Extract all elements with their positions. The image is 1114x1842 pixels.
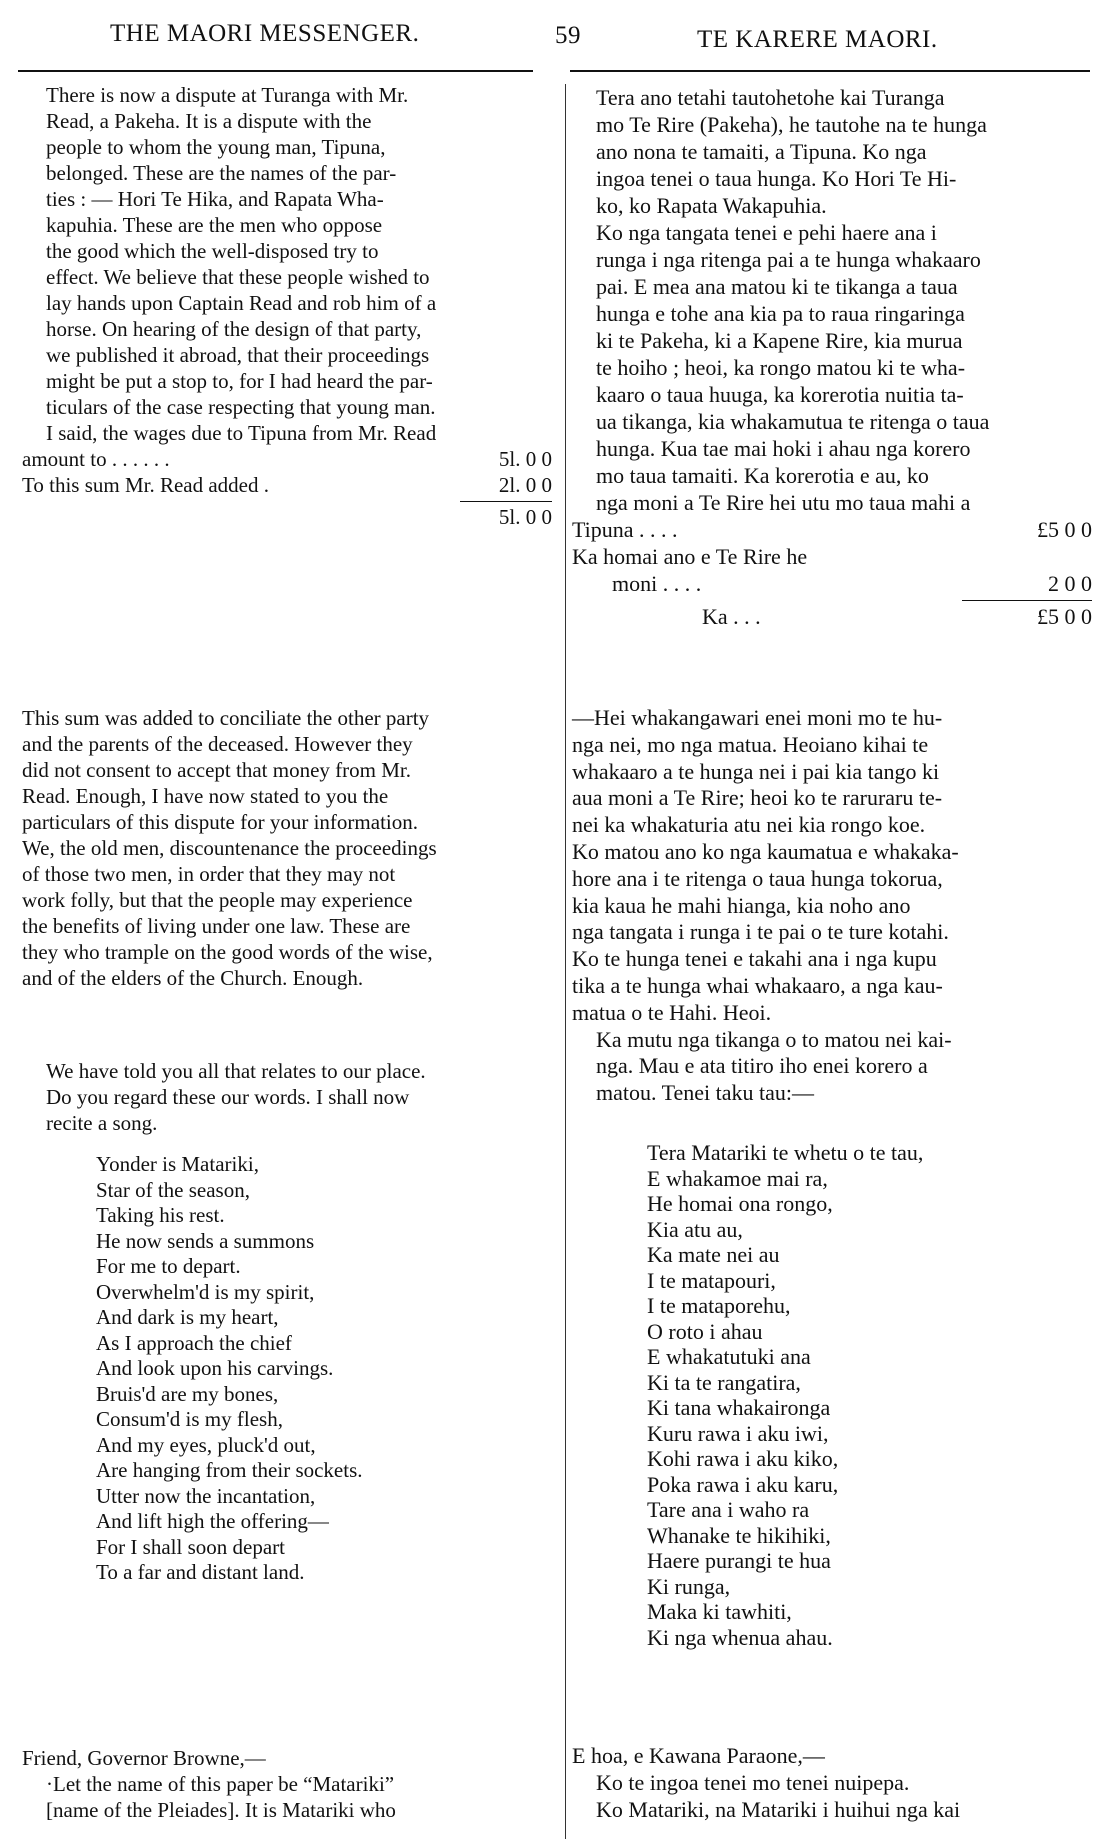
- english-poem: [22, 1152, 626, 1586]
- poem-line: Poka rawa i aku karu,: [647, 1471, 839, 1497]
- salutation: E hoa, e Kawana Paraone,—: [572, 1743, 825, 1768]
- text-line: Ko matou ano ko nga kaumatua e whakaka-: [572, 838, 959, 864]
- poem-line: Bruis'd are my bones,: [96, 1381, 279, 1406]
- text-line: mo taua tamaiti. Ka korerotia e au, ko: [596, 463, 929, 488]
- poem-line: Consum'd is my flesh,: [96, 1407, 283, 1431]
- text-line: might be put a stop to, for I had heard the par-: [46, 369, 433, 393]
- poem-line: Utter now the incantation,: [96, 1483, 316, 1508]
- text-line: matou. Tenei taku tau:—: [596, 1080, 815, 1106]
- poem-line: And lift high the offering—: [96, 1509, 329, 1533]
- text-line: ko, ko Rapata Wakapuhia.: [596, 193, 827, 218]
- text-line: nga nei, mo nga matua. Heoiano kihai te: [572, 731, 929, 757]
- english-para-3: [22, 1058, 552, 1136]
- maori-letter: [572, 1742, 1092, 1823]
- text-line: Ka mutu nga tikanga o to matou nei kai-: [596, 1026, 952, 1052]
- text-line: particulars of this dispute for your information.: [22, 810, 418, 834]
- maori-poem: [572, 1140, 1114, 1650]
- poem-line: I te matapouri,: [647, 1267, 776, 1293]
- poem-line: I te mataporehu,: [647, 1293, 791, 1318]
- page-header: [0, 14, 1114, 54]
- text-line: Ko Matariki, na Matariki i huihui nga kai: [596, 1797, 961, 1822]
- text-line: This sum was added to conciliate the other party: [22, 706, 430, 730]
- text-line: hunga. Kua tae mai hoki i ahau nga korero: [596, 436, 971, 461]
- text-line: horse. On hearing of the design of that party,: [46, 317, 422, 341]
- wage-line: amount to . . . . . . 5l. 0 0: [22, 447, 552, 471]
- text-line: kia kaua he mahi hianga, kia noho ano: [572, 892, 911, 918]
- text-line: Read. Enough, I have now stated to you the: [22, 784, 389, 808]
- poem-line: Ki nga whenua ahau.: [647, 1624, 833, 1650]
- poem-line: He now sends a summons: [96, 1228, 315, 1253]
- text-line: Tera ano tetahi tautohetohe kai Turanga: [596, 85, 945, 110]
- text-line: nga tangata i runga i te pai o te ture kotahi.: [572, 919, 949, 945]
- poem-line: O roto i ahau: [647, 1318, 763, 1344]
- text-line: work folly, but that the people may experience: [22, 888, 413, 912]
- poem-line: And my eyes, pluck'd out,: [96, 1432, 316, 1457]
- poem-line: Are hanging from their sockets.: [96, 1458, 363, 1482]
- poem-line: Ki tana whakaironga: [647, 1395, 831, 1420]
- maori-para-1: [572, 84, 1092, 630]
- poem-line: Yonder is Matariki,: [96, 1152, 259, 1176]
- english-closing-paragraph: [22, 1771, 552, 1823]
- text-line: they who trample on the good words of the wise,: [22, 940, 433, 964]
- text-line: ·Let the name of this paper be “Matariki”: [46, 1772, 395, 1796]
- poem-line: E whakatutuki ana: [647, 1344, 811, 1369]
- poem-line: Ka mate nei au: [647, 1242, 780, 1267]
- poem-line: And dark is my heart,: [96, 1305, 279, 1329]
- poem-line: Ki runga,: [647, 1573, 731, 1599]
- text-line: ki te Pakeha, ki a Kapene Rire, kia murua: [596, 328, 963, 353]
- maori-song-intro: [572, 1027, 1092, 1107]
- poem-line: As I approach the chief: [96, 1330, 292, 1355]
- header-rule-right: [570, 70, 1090, 72]
- text-line: [name of the Pleiades]. It is Matariki who: [46, 1798, 396, 1822]
- sum-rule: [962, 600, 1092, 601]
- poem-line: For me to depart.: [96, 1254, 241, 1278]
- header-title-maori: TE KARERE MAORI.: [697, 26, 938, 53]
- poem-line: Kia atu au,: [647, 1216, 743, 1242]
- poem-line: Tera Matariki te whetu o te tau,: [647, 1140, 924, 1165]
- poem-line: Ki ta te rangatira,: [647, 1369, 801, 1395]
- text-line: mo Te Rire (Pakeha), he tautohe na te hunga: [596, 112, 987, 137]
- text-line: We have told you all that relates to our place.: [46, 1059, 426, 1083]
- text-line: aua moni a Te Rire; heoi ko te raruraru te-: [572, 785, 943, 811]
- poem-line: Overwhelm'd is my spirit,: [96, 1279, 315, 1304]
- salutation: Friend, Governor Browne,—: [22, 1746, 266, 1770]
- english-para-2: [22, 705, 552, 991]
- text-line: the benefits of living under one law. These are: [22, 914, 411, 938]
- text-line: tika a te hunga whai whakaaro, a nga kau-: [572, 972, 943, 998]
- english-letter: [22, 1745, 552, 1823]
- text-line: hunga e tohe ana kia pa to raua ringaringa: [596, 301, 965, 326]
- text-line: recite a song.: [46, 1111, 158, 1135]
- text-line: ticulars of the case respecting that young man.: [46, 395, 436, 419]
- text-line: Ko te ingoa tenei mo tenei nuipepa.: [596, 1770, 910, 1795]
- header-rule-left: [18, 70, 533, 72]
- english-song-intro: [22, 1058, 552, 1136]
- poem-line: E whakamoe mai ra,: [647, 1165, 828, 1191]
- sum-rule: [460, 501, 552, 502]
- text-line: te hoiho ; heoi, ka rongo matou ki te wha-: [596, 355, 966, 380]
- money-line: Tipuna . . . . £5 0 0: [572, 517, 1092, 542]
- money-line-label: Ka homai ano e Te Rire he: [572, 544, 808, 569]
- text-line: Ko nga tangata tenei e pehi haere ana i: [596, 220, 937, 245]
- text-line: There is now a dispute at Turanga with Mr.: [46, 83, 409, 107]
- text-line: lay hands upon Captain Read and rob him of a: [46, 291, 437, 315]
- text-line: whakaaro a te hunga nei i pai kia tango ki: [572, 758, 940, 784]
- poem-line: To a far and distant land.: [96, 1560, 305, 1584]
- maori-closing-paragraph: [572, 1769, 1092, 1823]
- text-line: matua o te Hahi. Heoi.: [572, 999, 772, 1025]
- text-line: —Hei whakangawari enei moni mo te hu-: [572, 705, 943, 730]
- poem-line: Kuru rawa i aku iwi,: [647, 1420, 829, 1446]
- money-total: Ka . . . £5 0 0: [702, 604, 1092, 629]
- text-line: did not consent to accept that money from Mr.: [22, 758, 411, 782]
- text-line: hore ana i te ritenga o taua hunga tokorua,: [572, 865, 943, 891]
- money-line: moni . . . . 2 0 0: [612, 571, 1092, 596]
- poem-line: For I shall soon depart: [96, 1534, 285, 1559]
- english-para-1: [22, 82, 552, 530]
- text-line: kaaro o taua huuga, ka korerotia nuitia ta-: [596, 382, 964, 407]
- text-line: belonged. These are the names of the par-: [46, 161, 397, 185]
- wage-total: 5l. 0 0: [498, 505, 552, 529]
- text-line: nga. Mau e ata titiro iho enei korero a: [596, 1053, 928, 1079]
- text-line: runga i nga ritenga pai a te hunga whakaaro: [596, 247, 981, 272]
- english-conciliation-paragraph: [22, 705, 552, 991]
- poem-line: He homai ona rongo,: [647, 1191, 833, 1216]
- text-line: we published it abroad, that their proceedings: [46, 343, 430, 367]
- poem-line: Haere purangi te hua: [647, 1548, 831, 1573]
- text-line: of those two men, in order that they may not: [22, 862, 396, 886]
- maori-conciliation-paragraph: [572, 705, 1092, 1027]
- text-line: ingoa tenei o taua hunga. Ko Hori Te Hi-: [596, 166, 957, 191]
- poem-line: Whanake te hikihiki,: [647, 1522, 831, 1548]
- text-line: effect. We believe that these people wished to: [46, 265, 430, 289]
- text-line: We, the old men, discountenance the proceedings: [22, 836, 437, 860]
- text-line: kapuhia. These are the men who oppose: [46, 213, 383, 237]
- text-line: ties : — Hori Te Hika, and Rapata Wha-: [46, 187, 384, 211]
- maori-dispute-paragraph: [572, 84, 1092, 219]
- maori-oppose-paragraph: [572, 219, 1092, 516]
- poem-line: And look upon his carvings.: [96, 1356, 334, 1380]
- maori-para-3: [572, 705, 1092, 1107]
- text-line: the good which the well-disposed try to: [46, 239, 379, 263]
- text-line: Do you regard these our words. I shall now: [46, 1085, 410, 1109]
- poem-line: Kohi rawa i aku kiko,: [647, 1446, 839, 1471]
- text-line: pai. E mea ana matou ki te tikanga a taua: [596, 274, 958, 299]
- text-line: I said, the wages due to Tipuna from Mr. Read: [46, 421, 437, 445]
- header-title-english: THE MAORI MESSENGER.: [110, 20, 420, 47]
- text-line: nga moni a Te Rire hei utu mo taua mahi a: [596, 490, 971, 515]
- poem-line: Star of the season,: [96, 1177, 250, 1202]
- text-line: and of the elders of the Church. Enough.: [22, 966, 364, 990]
- text-line: Read, a Pakeha. It is a dispute with the: [46, 109, 372, 133]
- wage-line: To this sum Mr. Read added . 2l. 0 0: [22, 473, 552, 497]
- page-number: 59: [555, 22, 581, 49]
- poem-line: Tare ana i waho ra: [647, 1497, 810, 1522]
- poem-line: Taking his rest.: [96, 1203, 225, 1227]
- text-line: ua tikanga, kia whakamutua te ritenga o taua: [596, 409, 990, 434]
- text-line: Ko te hunga tenei e takahi ana i nga kupu: [572, 946, 937, 972]
- english-dispute-paragraph: [22, 82, 552, 446]
- text-line: people to whom the young man, Tipuna,: [46, 135, 386, 159]
- text-line: and the parents of the deceased. However they: [22, 732, 413, 756]
- text-line: nei ka whakaturia atu nei kia rongo koe.: [572, 812, 926, 838]
- text-line: ano nona te tamaiti, a Tipuna. Ko nga: [596, 139, 927, 164]
- poem-line: Maka ki tawhiti,: [647, 1599, 792, 1624]
